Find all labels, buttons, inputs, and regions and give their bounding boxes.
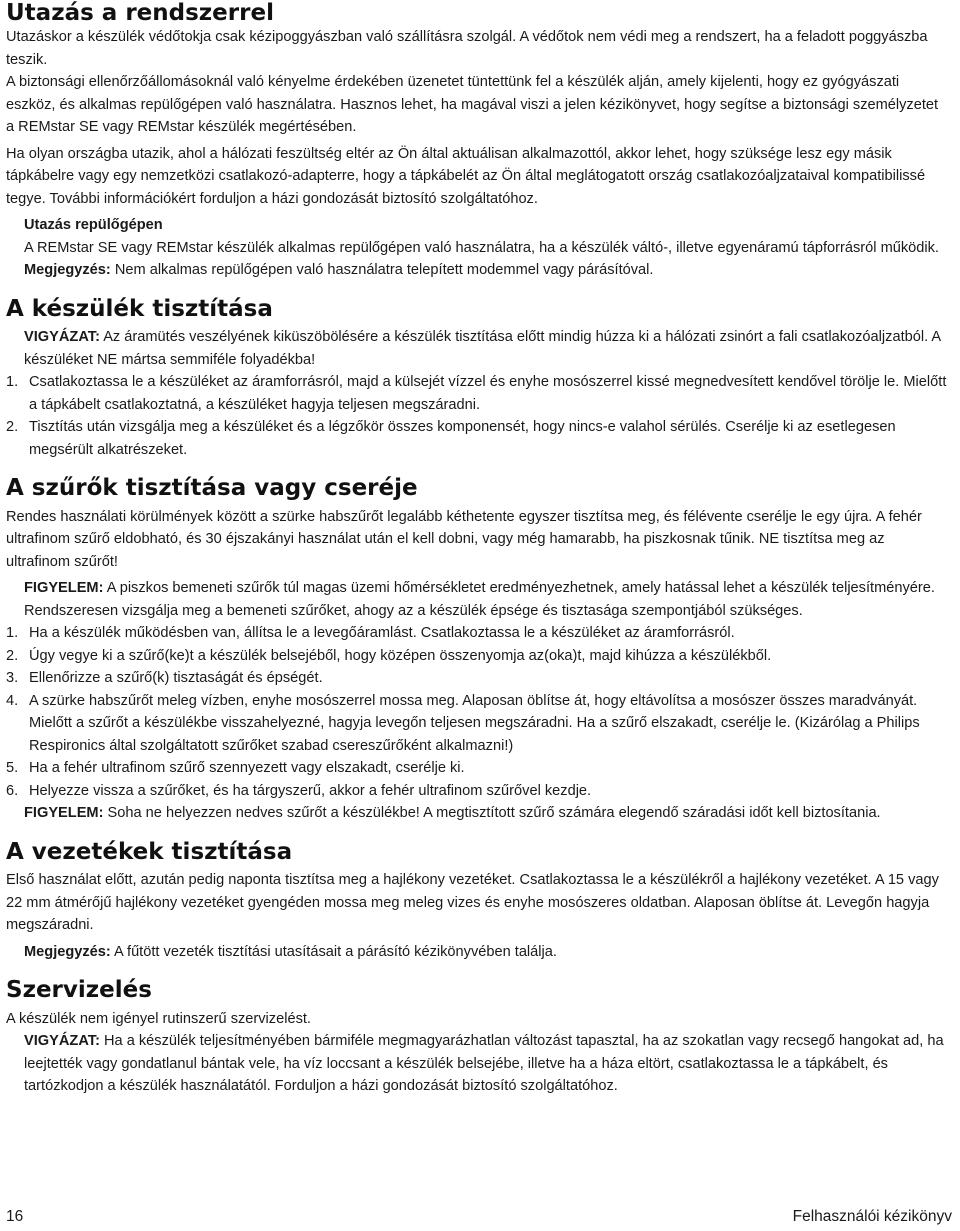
air-travel-note [6, 259, 950, 282]
subheading-air-travel: Utazás repülőgépen [24, 217, 163, 234]
heading-service: Szervizelés [6, 977, 152, 1004]
heading-cleaning-device: A készülék tisztítása [6, 295, 273, 322]
warning-label: VIGYÁZAT: [24, 1033, 100, 1050]
list-item [6, 757, 950, 780]
heading-tubing: A vezetékek tisztítása [6, 838, 293, 865]
list-item [6, 622, 950, 645]
list-text: Helyezze vissza a szűrőket, és ha tárgyszerű, akkor a fehér ultrafinom szűrővel kezdje. [29, 782, 592, 799]
list-number: 2. [6, 419, 19, 436]
list-number: 1. [6, 625, 19, 642]
filters-paragraph: Rendes használati körülmények között a szürke habszűrőt legalább kéthetente egyszer tisztítsa meg, és félévente cserélje le egy újra. A fehér ultrafinom szűrő eldobható, és 30 éjszakányi használat után el kell dobni, vagy még hamarabb, ha piszkosnak tűnik. NE tisztítsa meg az ultrafinom szűrőt! [6, 508, 922, 570]
list-number: 6. [6, 782, 19, 799]
list-number: 3. [6, 670, 19, 687]
list-text: Ha a készülék működésben van, állítsa le a levegőáramlást. Csatlakoztassa le a készüléket az áramforrásról. [29, 625, 735, 642]
list-number: 4. [6, 692, 19, 709]
warning-label: VIGYÁZAT: [24, 329, 100, 346]
list-item [6, 667, 950, 690]
list-number: 5. [6, 760, 19, 777]
list-item [6, 371, 950, 416]
heading-travel: Utazás a rendszerrel [6, 0, 274, 26]
note-label: Megjegyzés: [24, 262, 111, 279]
tubing-note [6, 941, 950, 964]
list-text: Ellenőrizze a szűrő(k) tisztaságát és épségét. [29, 670, 323, 687]
list-item [6, 645, 950, 668]
filters-caution [6, 577, 950, 622]
manual-title: Felhasználói kézikönyv [792, 1208, 952, 1225]
list-number: 2. [6, 647, 19, 664]
document-page [6, 0, 950, 1098]
warning-text: Ha a készülék teljesítményében bármiféle megmagyarázhatlan változást tapasztal, ha az szokatlan vagy recsegő hangokat ad, ha leejtették vagy gondatlanul bántak vele, ha víz loccsant a készülék belsejébe, illetve ha a háza eltört, csatlakoztassa le a tápkábelt, és tartózkodjon a készülék használatától. Forduljon a házi gondozását biztosító szolgáltatóhoz. [24, 1033, 944, 1095]
page-number: 16 [6, 1208, 24, 1225]
filter-steps [6, 622, 950, 802]
travel-paragraph-2: A biztonsági ellenőrzőállomásoknál való kényelme érdekében üzenetet tüntettünk fel a készülék alján, amely kijelenti, hogy ez gyógyászati eszköz, és alkalmas repülőgépen való használatra. Hasznos lehet, ha magával viszi a jelen kézikönyvet, hogy segítse a biztonsági személyzetet a REMstar SE vagy REMstar készülék megértésében. [6, 74, 939, 136]
travel-paragraph-3: Ha olyan országba utazik, ahol a hálózati feszültség eltér az Ön által aktuálisan alkalmazottól, akkor lehet, hogy szüksége lesz egy másik tápkábelre vagy egy nemzetközi csatlakozó-adapterre, hogy a tápkábelét az Ön által meglátogatott ország csatlakozóaljzataival kompatibilissé tegye. További információkért forduljon a házi gondozását biztosító szolgáltatóhoz. [6, 145, 926, 207]
caution-text: Soha ne helyezzen nedves szűrőt a készülékbe! A megtisztított szűrő számára elegendő száradási időt kell biztosítania. [103, 805, 881, 822]
list-text: Tisztítás után vizsgálja meg a készüléket és a légzőkör összes komponensét, hogy nincs-e valahol sérülés. Cserélje ki az esetlegesen megsérült alkatrészeket. [29, 419, 896, 458]
list-text: A szürke habszűrőt meleg vízben, enyhe mosószerrel mossa meg. Alaposan öblítse át, hogy eltávolítsa a mosószer összes maradványát. Mielőtt a szűrőt a készülékbe visszahelyezné, hagyja levegőn teljesen megszáradni. Ha a szűrő elszakadt, cserélje le. (Kizárólag a Philips Respironics által szolgáltatott szűrőket szabad csereszűrőként alkalmazni!) [29, 692, 920, 754]
warning-text: Az áramütés veszélyének kiküszöbölésére a készülék tisztítása előtt mindig húzza ki a hálózati zsinórt a fali csatlakozóaljzatból. A készüléket NE mártsa semmiféle folyadékba! [24, 329, 941, 368]
cleaning-steps [6, 371, 950, 461]
list-text: Csatlakoztassa le a készüléket az áramforrásról, majd a külsejét vízzel és enyhe mosószerrel kissé megnedvesített kendővel törölje le. Mielőtt a tápkábelt csatlakoztatná, a készüléket hagyja teljesen megszáradni. [29, 374, 947, 413]
list-text: Ha a fehér ultrafinom szűrő szennyezett vagy elszakadt, cserélje ki. [29, 760, 465, 777]
tubing-paragraph: Első használat előtt, azután pedig naponta tisztítsa meg a hajlékony vezetéket. Csatlakoztassa le a készülékről a hajlékony vezetéket. A 15 vagy 22 mm átmérőjű hajlékony vezetéket gyengéden mossa meg meleg vizes és enyhe mosószeres oldatban. Alaposan öblítse át. Levegőn hagyja megszáradni. [6, 872, 939, 934]
list-item [6, 690, 950, 758]
list-item [6, 780, 950, 803]
note-text: Nem alkalmas repülőgépen való használatra telepített modemmel vagy párásítóval. [110, 262, 654, 279]
heading-filters: A szűrők tisztítása vagy cseréje [6, 475, 418, 502]
list-text: Úgy vegye ki a szűrő(ke)t a készülék belsejéből, hogy középen összenyomja az(oka)t, majd kihúzza a készülékből. [29, 647, 772, 664]
service-warning [6, 1030, 950, 1098]
list-number: 1. [6, 374, 19, 391]
cleaning-warning [6, 326, 950, 371]
page-footer [6, 1208, 952, 1226]
filters-caution-2 [6, 802, 950, 825]
caution-label: FIGYELEM: [24, 805, 104, 822]
list-item [6, 416, 950, 461]
air-travel-paragraph: A REMstar SE vagy REMstar készülék alkalmas repülőgépen való használatra, ha a készülék váltó-, illetve egyenáramú tápforrásról működik. [24, 239, 939, 256]
note-text: A fűtött vezeték tisztítási utasításait a párásító kézikönyvében találja. [110, 943, 557, 960]
caution-text: A piszkos bemeneti szűrők túl magas üzemi hőmérsékletet eredményezhetnek, amely hatással lehet a készülék teljesítményére. Rendszeresen vizsgálja meg a bemeneti szűrőket, ahogy az a készülék épsége és tisztasága szempontjából szükséges. [24, 580, 935, 619]
caution-label: FIGYELEM: [24, 580, 104, 597]
service-paragraph: A készülék nem igényel rutinszerű szervizelést. [6, 1010, 311, 1027]
note-label: Megjegyzés: [24, 943, 111, 960]
travel-paragraph-1: Utazáskor a készülék védőtokja csak kézipoggyászban való szállításra szolgál. A védőtok nem védi meg a rendszert, ha a feladott poggyászba teszik. [6, 29, 928, 68]
